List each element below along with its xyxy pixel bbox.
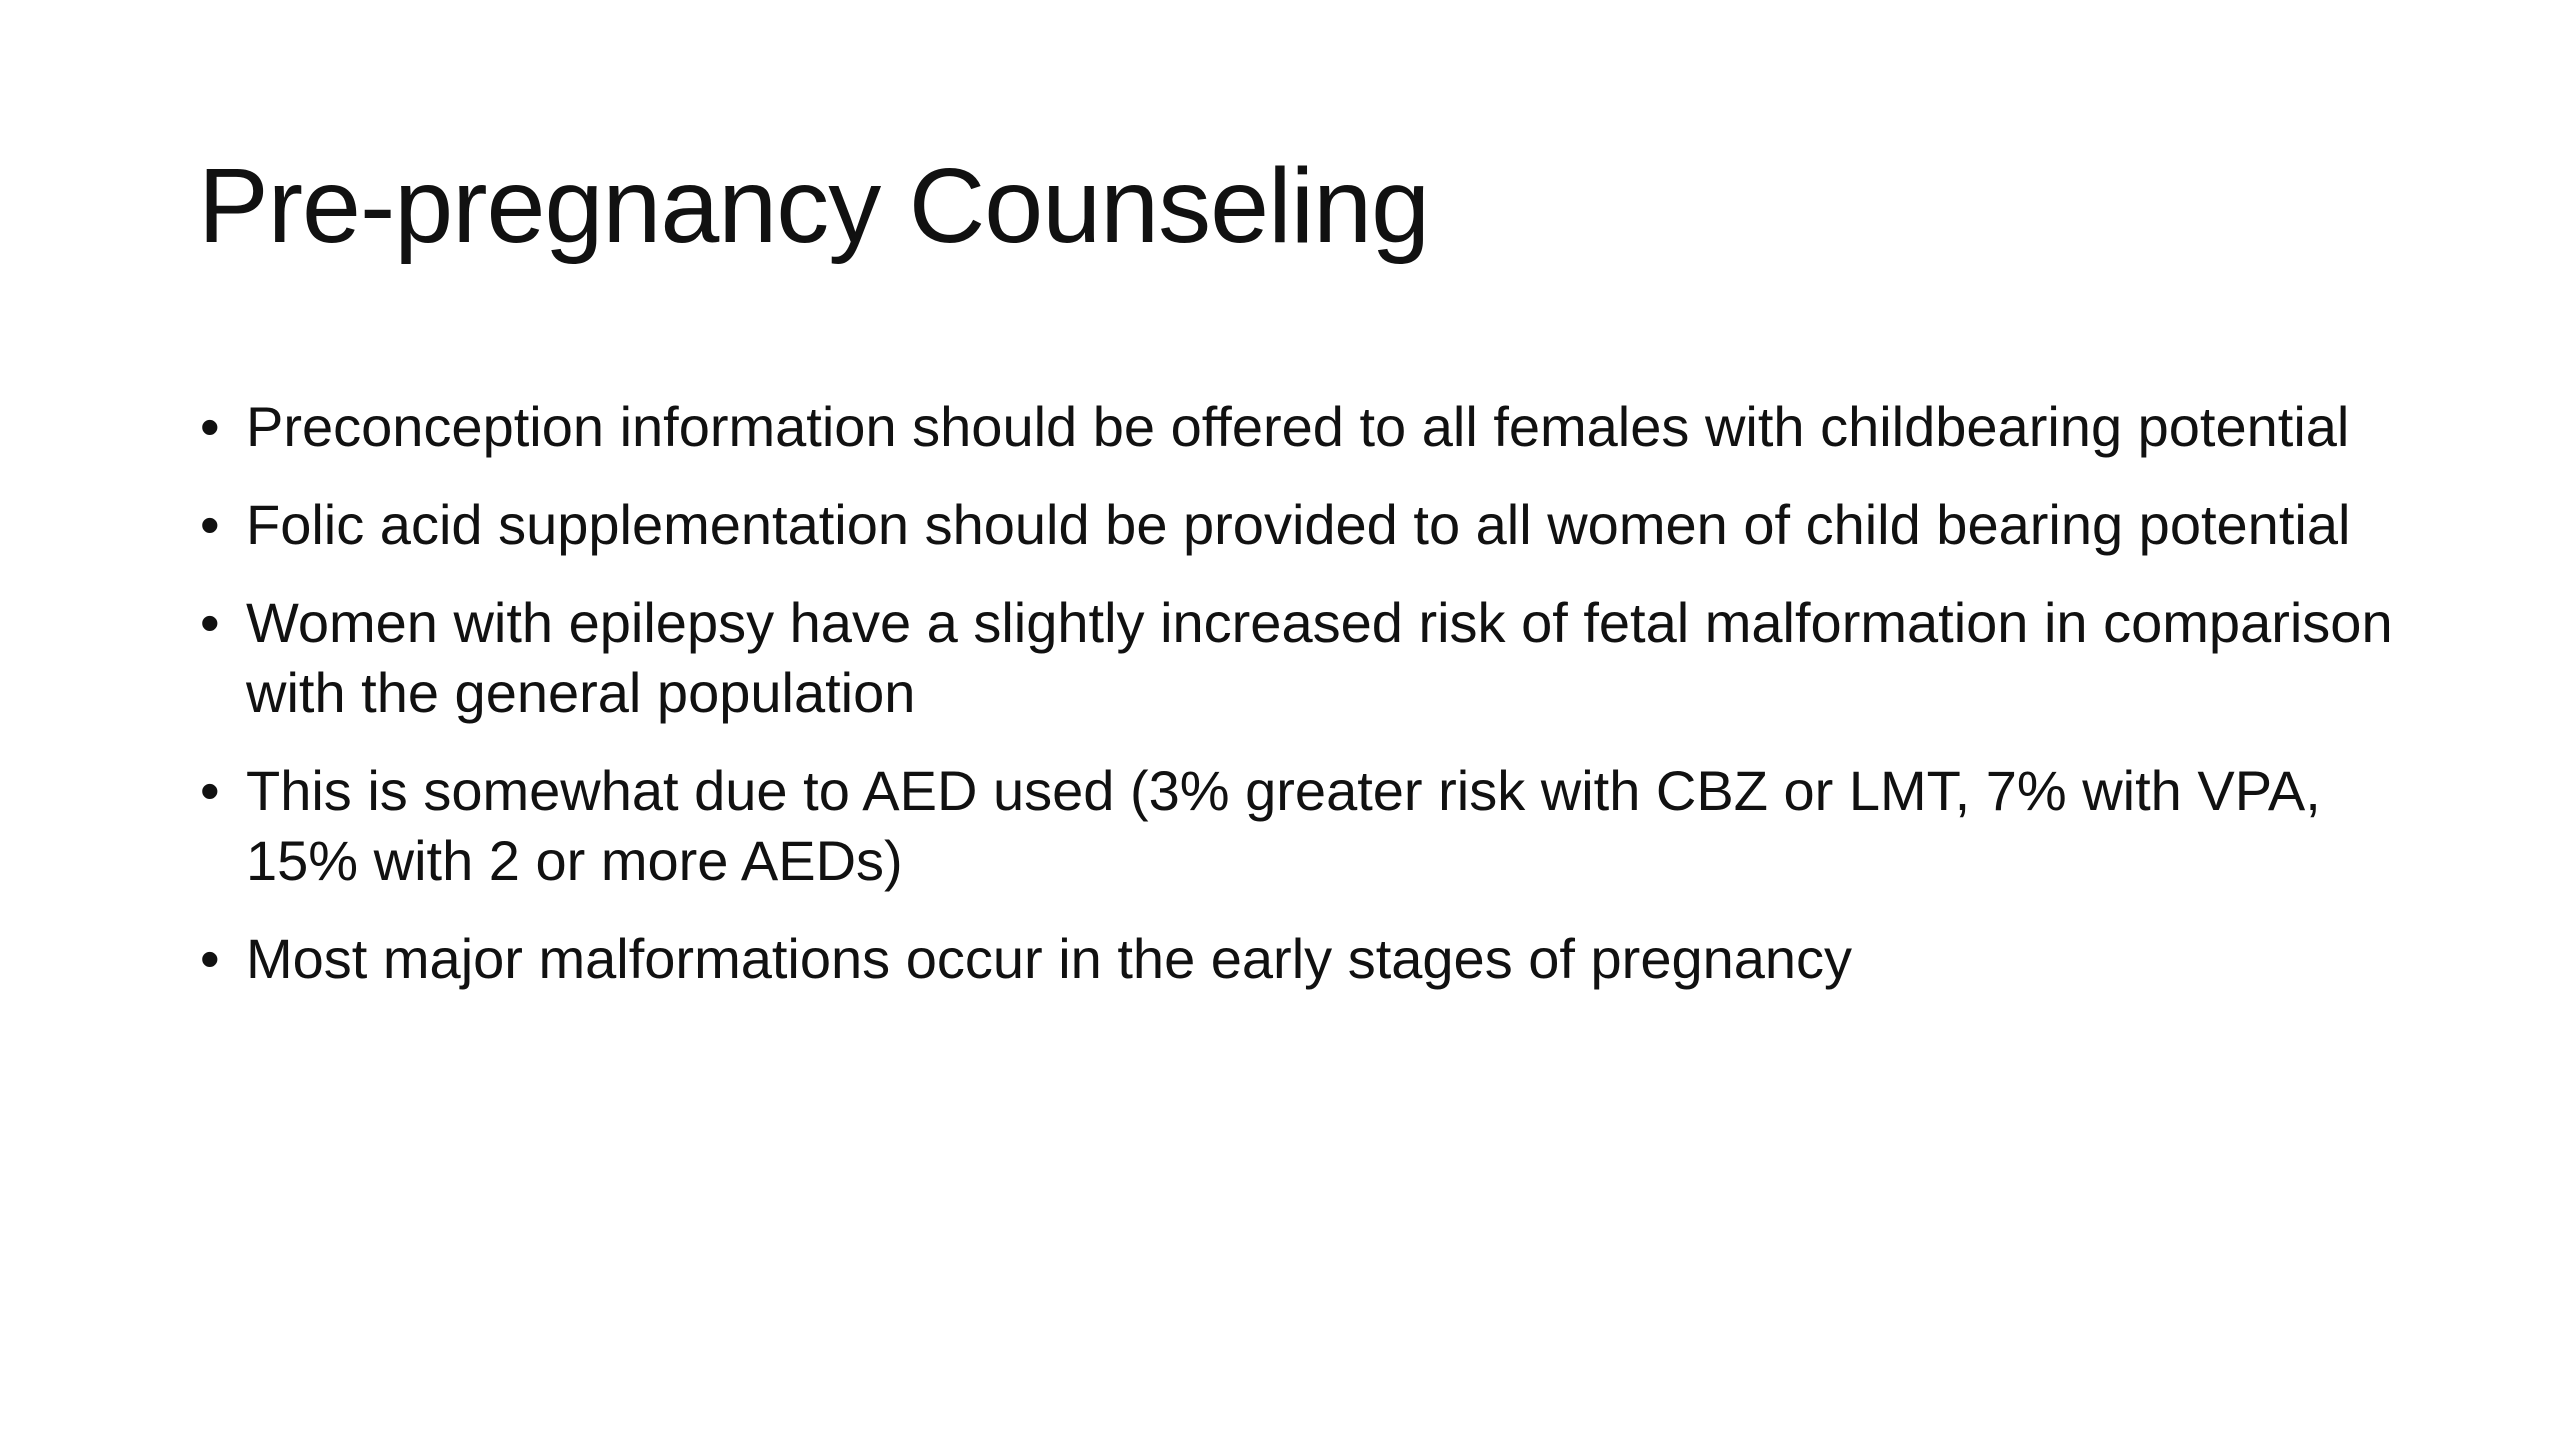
bullet-icon: • (200, 493, 220, 556)
bullet-item (198, 588, 2398, 728)
bullet-item (198, 924, 2398, 994)
bullet-icon: • (200, 395, 220, 458)
bullet-icon: • (200, 927, 220, 990)
bullet-item (198, 490, 2398, 560)
slide-title: Pre-pregnancy Counseling (198, 147, 1430, 265)
bullet-icon: • (200, 759, 220, 822)
bullet-item (198, 756, 2398, 896)
bullet-text: Women with epilepsy have a slightly increased risk of fetal malformation in comparison with the general population (246, 591, 2393, 724)
bullet-list (198, 392, 2398, 1022)
bullet-text: This is somewhat due to AED used (3% greater risk with CBZ or LMT, 7% with VPA, 15% with 2 or more AEDs) (246, 759, 2321, 892)
bullet-text: Folic acid supplementation should be provided to all women of child bearing potential (246, 493, 2351, 556)
bullet-text: Preconception information should be offered to all females with childbearing potential (246, 395, 2350, 458)
bullet-text: Most major malformations occur in the early stages of pregnancy (246, 927, 1853, 990)
bullet-item (198, 392, 2398, 462)
bullet-icon: • (200, 591, 220, 654)
